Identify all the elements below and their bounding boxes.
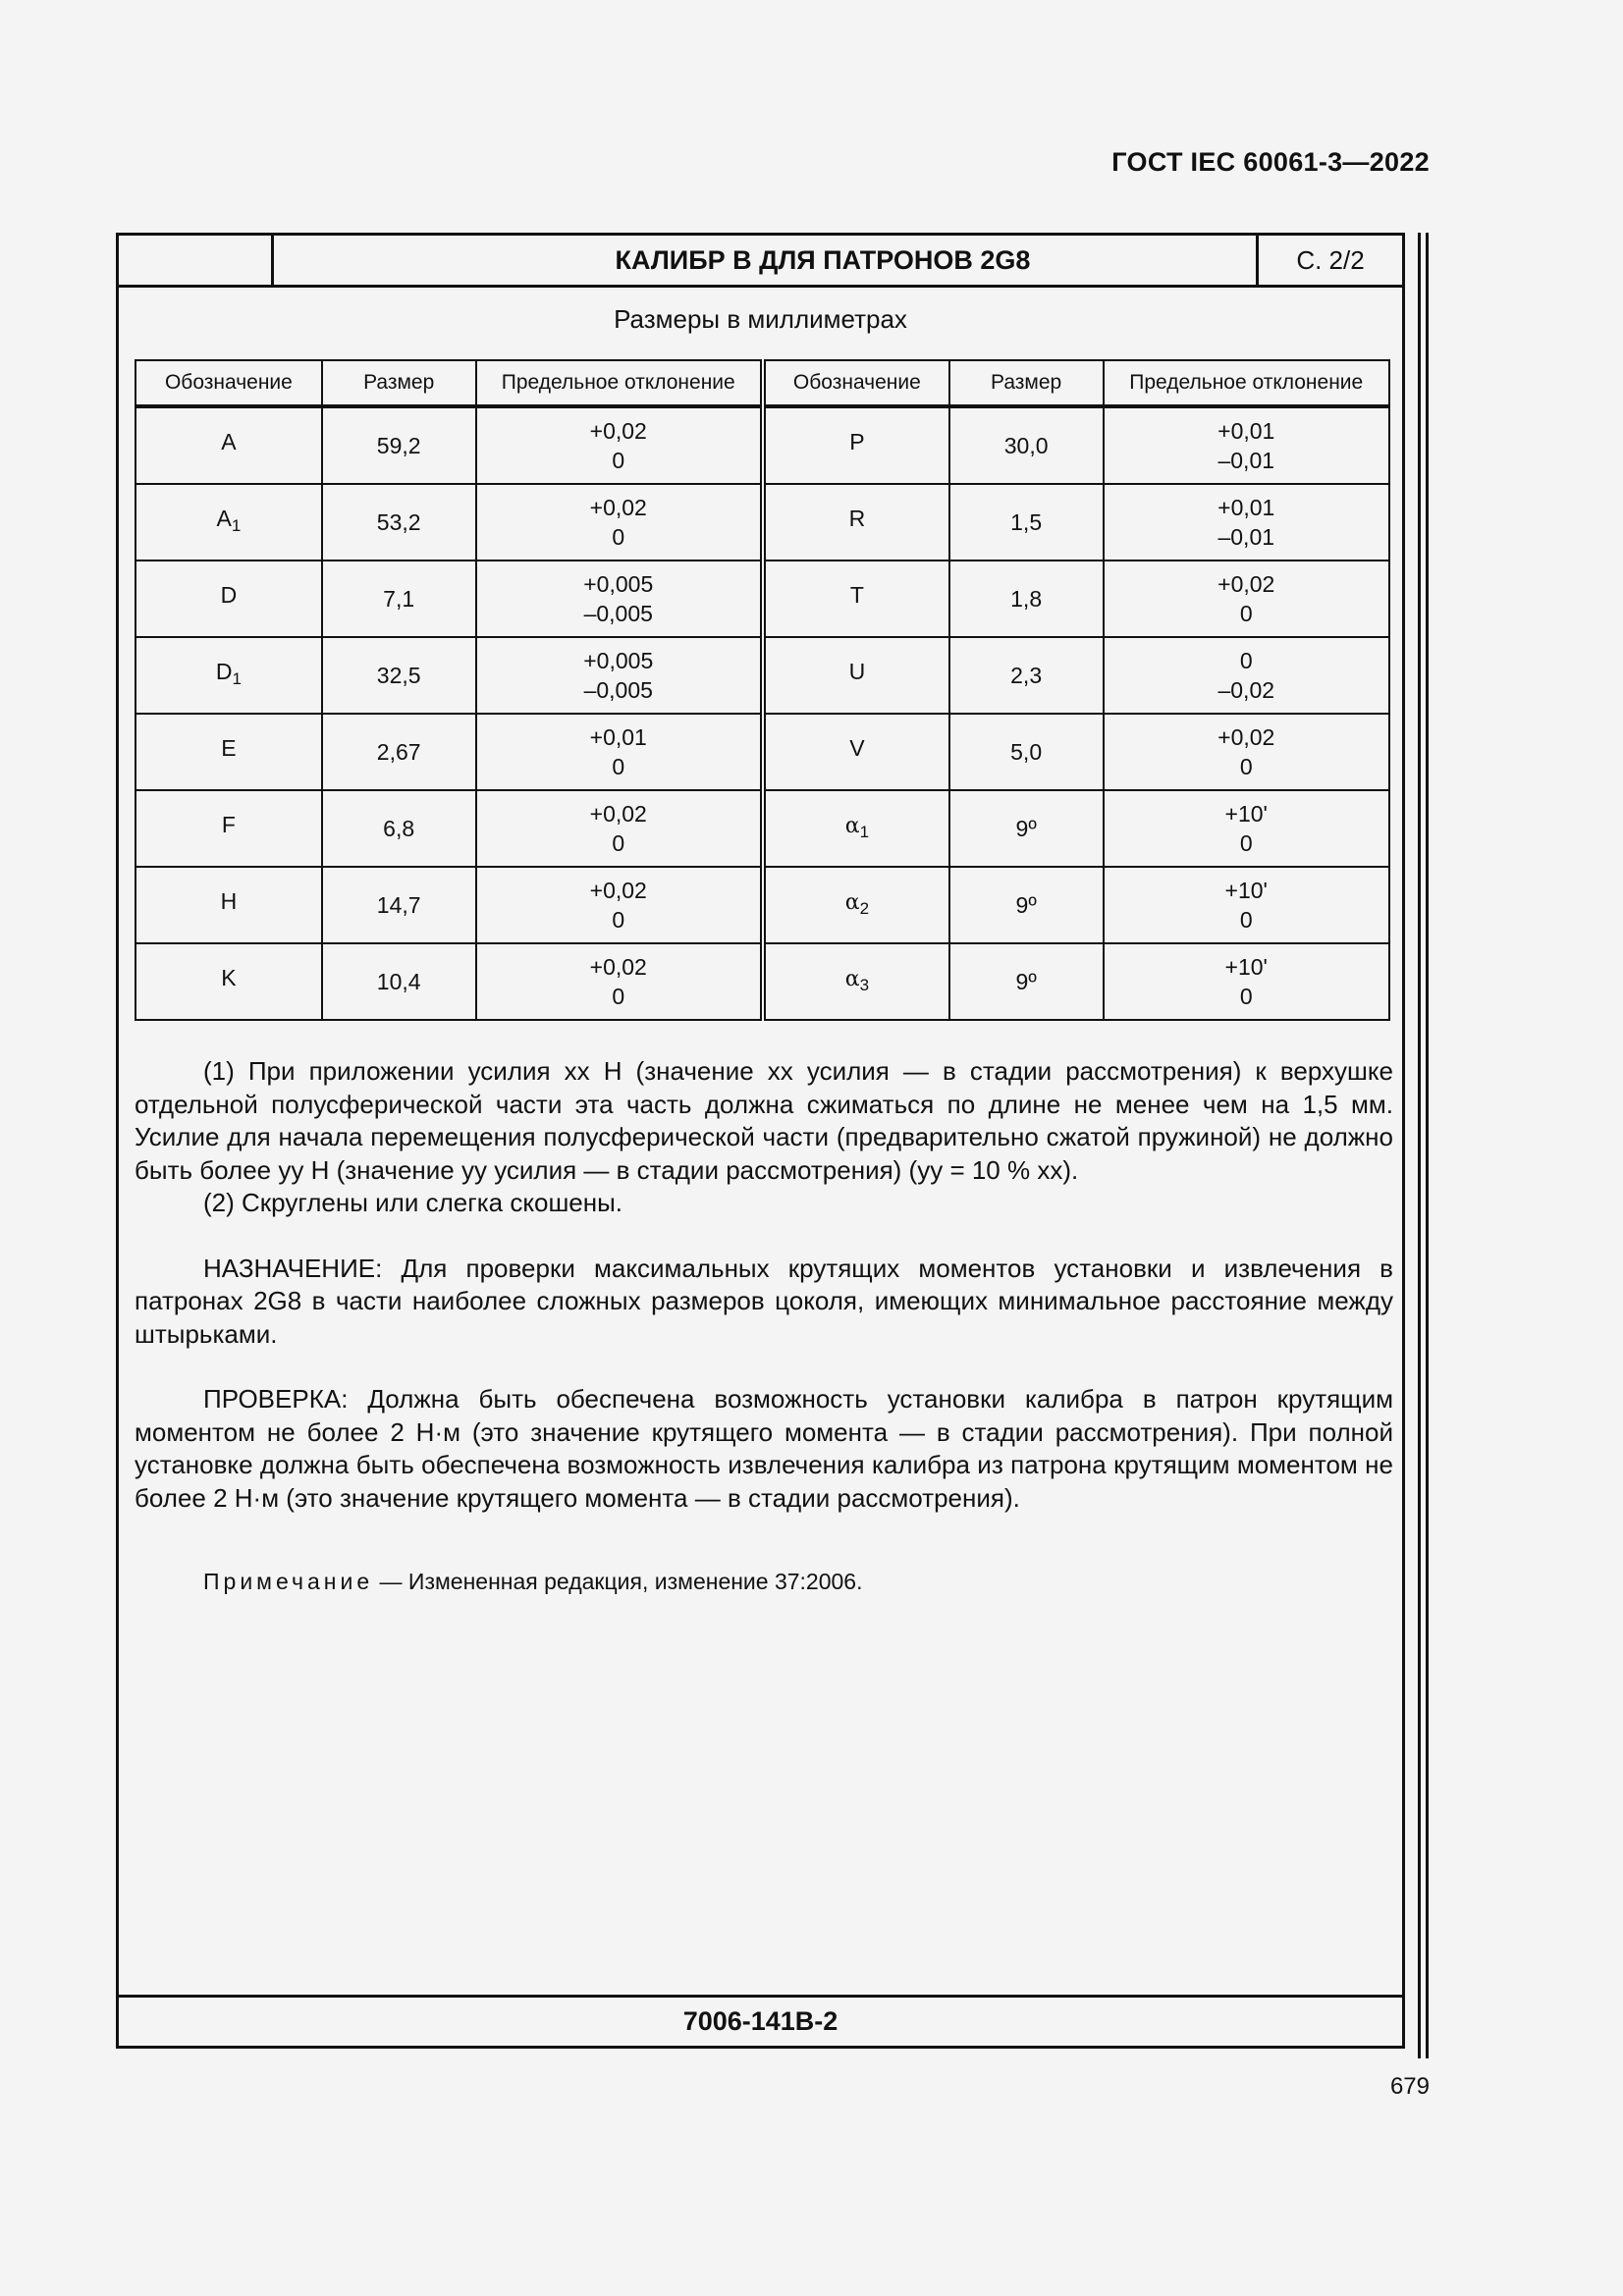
tolerance-cell: +10' 0: [1104, 943, 1390, 1020]
footnote-1: (1) При приложении усилия хх Н (значение хх усилия — в стадии рассмотрения) к верхушке отдельной полусферической части эта часть должна сжиматься по длине не менее чем на 1,5 мм. Усилие для начала перемещения полусферической части (предварительно сжатой пружиной) не должно быть более уу Н (значение уу усилия — в стадии рассмотрения) (уу = 10 % хх).: [135, 1056, 1393, 1185]
symbol-cell: V: [763, 714, 949, 790]
symbol-cell: $D_1$: [135, 637, 322, 714]
size-cell: 2,67: [322, 714, 476, 790]
symbol-cell: U: [763, 637, 949, 714]
page-number: 679: [1389, 2073, 1430, 2100]
size-cell: 53,2: [322, 484, 476, 561]
column-header: Предельное отклонение: [1104, 360, 1390, 406]
table-row: [135, 714, 1389, 790]
size-cell: 1,5: [949, 484, 1104, 561]
drawing-frame: [116, 233, 1405, 2049]
size-cell: 9º: [949, 943, 1104, 1020]
sheet-title: КАЛИБР В ДЛЯ ПАТРОНОВ 2G8: [615, 244, 1031, 275]
symbol-cell: $A_1$: [135, 484, 322, 561]
dimensions-table: [135, 359, 1390, 1021]
symbol-cell: $\alpha_2$: [763, 867, 949, 943]
size-cell: 9º: [949, 790, 1104, 867]
symbol-cell: P: [763, 406, 949, 484]
body-text: [135, 1055, 1393, 1515]
table-header-row: [135, 360, 1389, 406]
column-header: Размер: [949, 360, 1104, 406]
size-cell: 30,0: [949, 406, 1104, 484]
sheet-page: С. 2/2: [1256, 236, 1402, 285]
footnote-2: (2) Скруглены или слегка скошены.: [203, 1188, 623, 1217]
tolerance-cell: +10' 0: [1104, 790, 1390, 867]
tolerance-cell: +0,02 0: [476, 790, 763, 867]
symbol-cell: E: [135, 714, 322, 790]
tolerance-cell: +0,005 –0,005: [476, 561, 763, 637]
tolerance-cell: +0,01 0: [476, 714, 763, 790]
size-cell: 2,3: [949, 637, 1104, 714]
symbol-cell: K: [135, 943, 322, 1020]
tolerance-cell: +0,01 –0,01: [1104, 484, 1390, 561]
size-cell: 59,2: [322, 406, 476, 484]
tolerance-cell: +0,02 0: [476, 406, 763, 484]
frame-edge-line: [1418, 233, 1421, 2058]
table-row: [135, 867, 1389, 943]
tolerance-cell: +10' 0: [1104, 867, 1390, 943]
check-paragraph: ПРОВЕРКА: Должна быть обеспечена возможность установки калибра в патрон крутящим моментом не более 2 Н·м (это значение крутящего момента — в стадии рассмотрения). При полной установке должна быть обеспечена возможность извлечения калибра из патрона крутящим моментом не более 2 Н·м (это значение крутящего момента — в стадии рассмотрения).: [135, 1384, 1393, 1513]
units-caption: Размеры в миллиметрах: [614, 304, 907, 334]
tolerance-cell: +0,005 –0,005: [476, 637, 763, 714]
column-header: Предельное отклонение: [476, 360, 763, 406]
symbol-cell: F: [135, 790, 322, 867]
purpose-paragraph: НАЗНАЧЕНИЕ: Для проверки максимальных крутящих моментов установки и извлечения в патронах 2G8 в части наиболее сложных размеров цоколя, имеющих минимальное расстояние между штырьками.: [135, 1253, 1393, 1349]
tolerance-cell: +0,02 0: [476, 867, 763, 943]
table-row: [135, 484, 1389, 561]
table-row: [135, 943, 1389, 1020]
frame-edge-line: [1426, 233, 1429, 2058]
symbol-cell: R: [763, 484, 949, 561]
note-text: — Измененная редакция, изменение 37:2006.: [373, 1569, 863, 1594]
size-cell: 9º: [949, 867, 1104, 943]
size-cell: 7,1: [322, 561, 476, 637]
tolerance-cell: +0,02 0: [1104, 561, 1390, 637]
tolerance-cell: +0,02 0: [1104, 714, 1390, 790]
table-row: [135, 637, 1389, 714]
symbol-cell: H: [135, 867, 322, 943]
symbol-cell: D: [135, 561, 322, 637]
column-header: Обозначение: [135, 360, 322, 406]
title-block-empty-cell: [119, 236, 274, 285]
symbol-cell: T: [763, 561, 949, 637]
table-row: [135, 561, 1389, 637]
size-cell: 1,8: [949, 561, 1104, 637]
size-cell: 10,4: [322, 943, 476, 1020]
column-header: Размер: [322, 360, 476, 406]
table-row: [135, 790, 1389, 867]
size-cell: 5,0: [949, 714, 1104, 790]
drawing-number: 7006-141В-2: [119, 1995, 1402, 2046]
column-header: Обозначение: [763, 360, 949, 406]
symbol-cell: $\alpha_3$: [763, 943, 949, 1020]
tolerance-cell: +0,01 –0,01: [1104, 406, 1390, 484]
symbol-cell: $\alpha_1$: [763, 790, 949, 867]
tolerance-cell: 0 –0,02: [1104, 637, 1390, 714]
title-block: [119, 236, 1402, 288]
note: [203, 1569, 863, 1595]
size-cell: 14,7: [322, 867, 476, 943]
size-cell: 6,8: [322, 790, 476, 867]
table-row: [135, 406, 1389, 484]
symbol-cell: A: [135, 406, 322, 484]
note-label: Примечание: [203, 1569, 374, 1594]
tolerance-cell: +0,02 0: [476, 943, 763, 1020]
tolerance-cell: +0,02 0: [476, 484, 763, 561]
standard-code: ГОСТ IEC 60061-3—2022: [1111, 147, 1430, 177]
size-cell: 32,5: [322, 637, 476, 714]
